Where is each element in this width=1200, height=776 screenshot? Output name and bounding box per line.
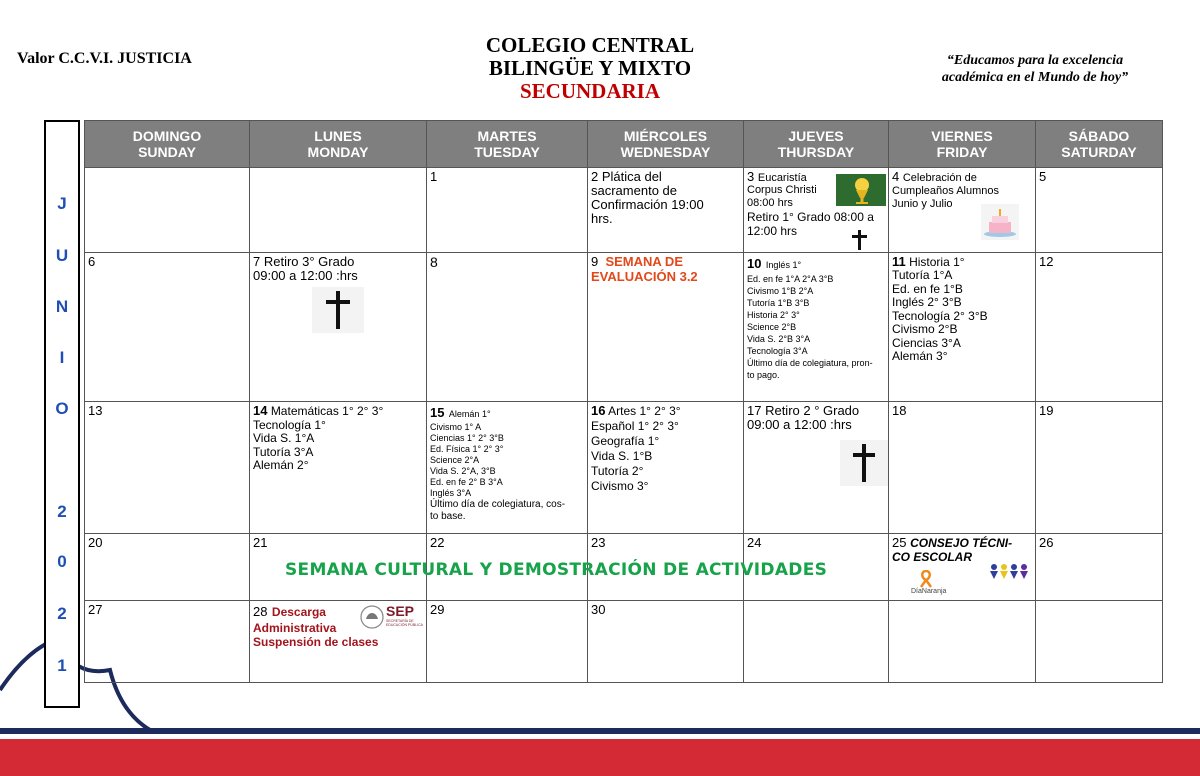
day-cell-10 xyxy=(744,252,889,402)
day-number: 15 xyxy=(430,405,445,421)
day-header-wednesday: MIÉRCOLES WEDNESDAY xyxy=(588,121,744,168)
event-line: Inglés 1° xyxy=(765,259,802,270)
event-line: Junio y Julio xyxy=(892,198,953,211)
event-line: Historia 1° xyxy=(909,254,965,269)
day-cell-17 xyxy=(744,402,889,534)
event-line: Science 2°B xyxy=(747,321,797,332)
footer-stripe-red xyxy=(0,739,1200,776)
year-digit: 1 xyxy=(57,656,67,675)
sep-eagle-icon xyxy=(360,603,384,631)
day-number: 1 xyxy=(430,169,438,185)
event-line: CO ESCOLAR xyxy=(892,550,973,565)
event-line: Administrativa xyxy=(253,620,337,635)
day-header-friday: VIERNES FRIDAY xyxy=(889,121,1036,168)
event-line: Vida S. 1°A xyxy=(253,431,315,446)
day-number: 24 xyxy=(747,535,762,551)
event-line: Alemán 2° xyxy=(253,458,309,473)
day-cell-16 xyxy=(588,402,744,534)
event-line: 7 Retiro 3° Grado xyxy=(253,253,355,269)
event-line: Ed. en fe 1°B xyxy=(892,281,963,296)
day-number: 25 xyxy=(892,535,907,551)
day-cell-2 xyxy=(588,168,744,252)
orange-ribbon-icon xyxy=(919,570,933,588)
children-chain-icon xyxy=(989,562,1031,580)
day-number: 22 xyxy=(430,535,445,551)
event-line: Historia 2° 3° xyxy=(747,309,800,320)
school-value: Valor C.C.V.I. JUSTICIA xyxy=(17,50,192,67)
day-number: 3 xyxy=(747,169,755,185)
title-line-3: SECUNDARIA xyxy=(519,79,661,103)
day-cell-20 xyxy=(85,534,250,600)
event-line: Confirmación 19:00 xyxy=(591,197,704,213)
eucharist-icon xyxy=(836,174,886,206)
day-cell-4 xyxy=(889,168,1036,252)
event-line: 12:00 hrs xyxy=(747,224,798,239)
day-number: 16 xyxy=(591,403,606,419)
day-cell-28 xyxy=(250,600,427,682)
month-vertical-label xyxy=(44,120,80,708)
day-cell-12 xyxy=(1036,252,1163,402)
sep-logo-text: SEP xyxy=(386,602,415,619)
event-line: Español 1° 2° 3° xyxy=(591,419,679,434)
motto-line-2: académica en el Mundo de hoy” xyxy=(941,70,1129,85)
event-line: Eucaristía xyxy=(757,172,807,185)
event-line: Artes 1° 2° 3° xyxy=(608,404,681,419)
title-line-1: COLEGIO CENTRAL xyxy=(485,33,695,57)
day-cell-26 xyxy=(1036,534,1163,600)
day-number: 29 xyxy=(430,601,445,617)
week-row-1 xyxy=(85,168,1163,252)
sep-logo-subtitle: SECRETARÍA DE EDUCACIÓN PÚBLICA xyxy=(386,618,423,627)
month-letter: O xyxy=(55,399,69,418)
day-cell-empty xyxy=(744,600,889,682)
event-line: Tutoría 2° xyxy=(591,464,644,479)
day-cell-7 xyxy=(250,252,427,402)
event-line: Último día de colegiatura, pron- xyxy=(747,357,873,368)
calendar-header-row xyxy=(85,121,1163,168)
month-letter: U xyxy=(55,246,69,265)
event-line: Tecnología 2° 3°B xyxy=(892,308,988,323)
event-line: Inglés 2° 3°B xyxy=(892,295,962,310)
day-number: 27 xyxy=(88,601,103,617)
day-number: 21 xyxy=(253,535,268,551)
event-line: Suspensión de clases xyxy=(253,634,379,649)
day-cell-8 xyxy=(427,252,588,402)
day-cell-empty xyxy=(889,600,1036,682)
day-number: 4 xyxy=(892,169,900,185)
cross-icon xyxy=(312,287,364,333)
year-digit: 0 xyxy=(57,552,67,571)
event-line: Vida S. 2°B 3°A xyxy=(747,333,811,344)
event-line: Retiro 1° Grado 08:00 a xyxy=(747,210,874,225)
day-cell-5 xyxy=(1036,168,1163,252)
day-number: 9 xyxy=(591,253,599,269)
calendar-table xyxy=(84,120,1163,683)
week-row-5 xyxy=(85,600,1163,682)
day-number: 23 xyxy=(591,535,606,551)
school-motto xyxy=(905,52,1165,86)
event-line: sacramento de xyxy=(591,183,677,199)
event-line: Ed. en fe 1°A 2°A 3°B xyxy=(747,273,834,284)
event-line: Ed. Física 1° 2° 3° xyxy=(430,444,504,455)
event-line: to pago. xyxy=(747,369,780,380)
day-cell-empty xyxy=(250,168,427,252)
day-cell-1 xyxy=(427,168,588,252)
page-title xyxy=(420,34,760,103)
event-line: Celebración de xyxy=(902,172,977,185)
cross-icon xyxy=(844,228,874,252)
day-number: 11 xyxy=(892,253,906,269)
year-digit: 2 xyxy=(57,502,67,521)
event-line: Civismo 1° A xyxy=(430,422,482,433)
event-line: Cumpleaños Alumnos xyxy=(892,185,1000,198)
event-line: Alemán 1° xyxy=(448,409,491,420)
event-line: Geografía 1° xyxy=(591,434,660,449)
cross-icon xyxy=(840,440,888,486)
event-line: Último día de colegiatura, cos- xyxy=(430,499,566,511)
day-cell-18 xyxy=(889,402,1036,534)
title-line-2: BILINGÜE Y MIXTO xyxy=(488,56,692,80)
event-line: Corpus Christi xyxy=(747,184,817,197)
day-number: 28 xyxy=(253,603,268,619)
day-number: 5 xyxy=(1039,169,1047,185)
birthday-cake-icon xyxy=(981,204,1019,240)
month-letter: N xyxy=(55,297,69,316)
day-cell-6 xyxy=(85,252,250,402)
day-cell-30 xyxy=(588,600,744,682)
day-cell-3 xyxy=(744,168,889,252)
day-number: 19 xyxy=(1039,403,1054,419)
event-line: Tutoría 1°B 3°B xyxy=(747,297,810,308)
day-number: 12 xyxy=(1039,253,1054,269)
event-line: Alemán 3° xyxy=(892,349,948,364)
year-digit: 2 xyxy=(57,604,67,623)
event-line: Ciencias 3°A xyxy=(892,335,961,350)
event-line: Ciencias 1° 2° 3°B xyxy=(430,433,504,444)
day-number: 13 xyxy=(88,403,103,419)
day-cell-11 xyxy=(889,252,1036,402)
week-row-2 xyxy=(85,252,1163,402)
event-line: Matemáticas 1° 2° 3° xyxy=(270,404,384,419)
event-line: Tecnología 1° xyxy=(253,417,326,432)
event-line: Science 2°A xyxy=(430,455,480,466)
day-cell-29 xyxy=(427,600,588,682)
event-line: 09:00 a 12:00 :hrs xyxy=(253,267,358,283)
day-number: 14 xyxy=(253,403,268,419)
day-header-monday: LUNES MONDAY xyxy=(250,121,427,168)
day-header-tuesday: MARTES TUESDAY xyxy=(427,121,588,168)
event-line: Tutoría 3°A xyxy=(253,444,314,459)
day-number: 10 xyxy=(747,255,762,271)
day-number: 20 xyxy=(88,535,103,551)
event-line: Civismo 3° xyxy=(591,479,649,494)
event-line: hrs. xyxy=(591,211,613,227)
day-cell-15 xyxy=(427,402,588,534)
event-line: 09:00 a 12:00 :hrs xyxy=(747,417,852,433)
event-line: Descarga xyxy=(271,604,326,619)
event-line: to base. xyxy=(430,511,466,523)
day-cell-14 xyxy=(250,402,427,534)
day-header-saturday: SÁBADO SATURDAY xyxy=(1036,121,1163,168)
event-line: Ed. en fe 2° B 3°A xyxy=(430,477,503,488)
event-line: 17 Retiro 2 ° Grado xyxy=(747,403,860,419)
day-cell-9 xyxy=(588,252,744,402)
day-cell-25 xyxy=(889,534,1036,600)
dia-naranja-label: DíaNaranja xyxy=(911,588,947,596)
day-cell-13 xyxy=(85,402,250,534)
event-line: CONSEJO TÉCNI- xyxy=(910,536,1013,551)
cultural-week-banner: SEMANA CULTURAL Y DEMOSTRACIÓN DE ACTIVIDADES xyxy=(285,560,828,580)
event-line: Tutoría 1°A xyxy=(892,268,953,283)
day-number: 8 xyxy=(430,253,438,270)
day-cell-empty xyxy=(85,168,250,252)
motto-line-1: “Educamos para la excelencia xyxy=(946,53,1124,68)
day-cell-empty xyxy=(1036,600,1163,682)
event-line: Tecnología 3°A xyxy=(747,345,808,356)
evaluation-week-label: EVALUACIÓN 3.2 xyxy=(591,268,698,284)
month-letter: I xyxy=(59,348,65,367)
event-line: Civismo 2°B xyxy=(892,322,958,337)
day-number: 18 xyxy=(892,403,907,419)
event-line: 08:00 hrs xyxy=(747,197,793,210)
day-number: 26 xyxy=(1039,535,1054,551)
evaluation-week-label: SEMANA DE xyxy=(605,253,683,269)
event-line: Inglés 3°A xyxy=(430,488,472,499)
event-line: 2 Plática del xyxy=(591,169,662,185)
event-line: Civismo 1°B 2°A xyxy=(747,285,814,296)
day-number: 30 xyxy=(591,601,606,617)
day-cell-27 xyxy=(85,600,250,682)
day-cell-19 xyxy=(1036,402,1163,534)
event-line: Vida S. 2°A, 3°B xyxy=(430,466,496,477)
event-line: Vida S. 1°B xyxy=(591,449,653,464)
day-header-sunday: DOMINGO SUNDAY xyxy=(85,121,250,168)
month-letter: J xyxy=(57,194,67,213)
week-row-3 xyxy=(85,402,1163,534)
day-number: 6 xyxy=(88,253,96,269)
day-header-thursday: JUEVES THURSDAY xyxy=(744,121,889,168)
